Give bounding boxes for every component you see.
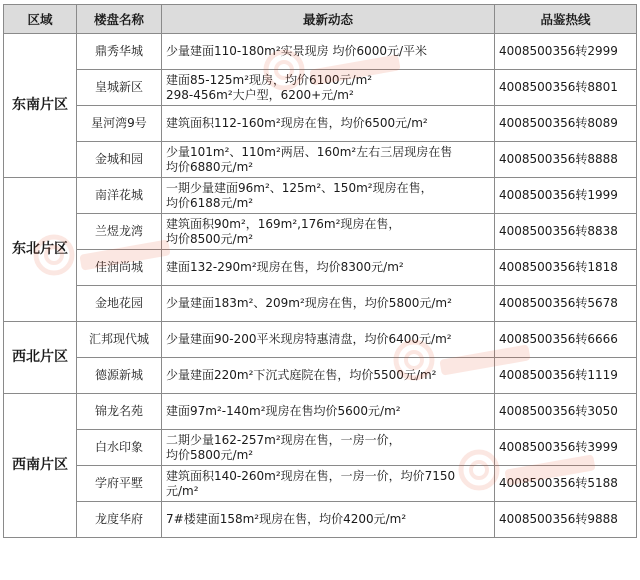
table-row [4,250,637,286]
table-row [4,430,637,466]
hotline: 4008500356转1999 [495,178,637,214]
news-line: 少量建面90-200平米现房特惠清盘，均价6400元/m² [166,332,452,346]
news-cell [162,430,495,466]
table-row [4,358,637,394]
property-table [3,4,637,538]
table-row [4,214,637,250]
news-cell [162,178,495,214]
hotline: 4008500356转3050 [495,394,637,430]
news-line: 建面97m²-140m²现房在售均价5600元/m² [166,404,401,418]
table-row [4,466,637,502]
property-name: 学府平墅 [77,466,162,502]
table-row [4,70,637,106]
table-row [4,34,637,70]
header-hotline: 品鉴热线 [495,5,637,34]
hotline: 4008500356转8089 [495,106,637,142]
table-row [4,322,637,358]
property-name: 星河湾9号 [77,106,162,142]
property-name: 佳润尚城 [77,250,162,286]
news-line: 均价6188元/m² [166,195,254,210]
news-line: 298-456m²大户型，6200+元/m² [166,87,354,102]
news-line: 少量建面110-180m²实景现房 均价6000元/平米 [166,44,428,58]
news-cell [162,214,495,250]
hotline: 4008500356转9888 [495,502,637,538]
region-cell: 东南片区 [4,34,77,178]
property-name: 汇邦现代城 [77,322,162,358]
news-line: 元/m² [166,483,199,498]
news-cell [162,286,495,322]
hotline: 4008500356转1119 [495,358,637,394]
hotline: 4008500356转8801 [495,70,637,106]
property-name: 金城和园 [77,142,162,178]
table-row [4,106,637,142]
property-name: 德源新城 [77,358,162,394]
news-cell [162,70,495,106]
table-row [4,502,637,538]
news-cell [162,106,495,142]
property-name: 兰煜龙湾 [77,214,162,250]
header-row [4,5,637,34]
news-cell [162,34,495,70]
news-line: 建面132-290m²现房在售，均价8300元/m² [166,260,404,274]
news-line: 均价6880元/m² [166,159,254,174]
property-name: 白水印象 [77,430,162,466]
news-line: 一期少量建面96m²、125m²、150m²现房在售， [166,180,433,195]
table-row [4,178,637,214]
hotline: 4008500356转6666 [495,322,637,358]
region-cell: 西北片区 [4,322,77,394]
hotline: 4008500356转8838 [495,214,637,250]
hotline: 4008500356转8888 [495,142,637,178]
property-name: 金地花园 [77,286,162,322]
news-cell [162,502,495,538]
header-property-name: 楼盘名称 [77,5,162,34]
region-cell: 东北片区 [4,178,77,322]
hotline: 4008500356转5678 [495,286,637,322]
header-region: 区域 [4,5,77,34]
news-line: 少量建面220m²下沉式庭院在售，均价5500元/m² [166,368,437,382]
news-line: 少量101m²、110m²两居、160m²左右三居现房在售 [166,144,453,159]
table-body [4,34,637,538]
table-row [4,286,637,322]
news-cell [162,394,495,430]
property-name: 龙度华府 [77,502,162,538]
news-line: 少量建面183m²、209m²现房在售，均价5800元/m² [166,296,452,310]
hotline: 4008500356转3999 [495,430,637,466]
hotline: 4008500356转1818 [495,250,637,286]
property-name: 南洋花城 [77,178,162,214]
news-cell [162,142,495,178]
news-line: 二期少量162-257m²现房在售，一房一价， [166,432,401,447]
hotline: 4008500356转5188 [495,466,637,502]
news-cell [162,250,495,286]
news-cell [162,358,495,394]
news-line: 均价5800元/m² [166,447,254,462]
header-latest-news: 最新动态 [162,5,495,34]
news-line: 7#楼建面158m²现房在售，均价4200元/m² [166,512,407,526]
table-row [4,142,637,178]
property-name: 皇城新区 [77,70,162,106]
region-cell: 西南片区 [4,394,77,538]
property-name: 锦龙名苑 [77,394,162,430]
news-cell [162,322,495,358]
news-cell [162,466,495,502]
news-line: 均价8500元/m² [166,231,254,246]
news-line: 建筑面积112-160m²现房在售，均价6500元/m² [166,116,428,130]
hotline: 4008500356转2999 [495,34,637,70]
news-line: 建筑面积140-260m²现房在售，一房一价，均价7150 [166,468,456,483]
news-line: 建筑面积90m²，169m²,176m²现房在售， [166,216,401,231]
table-row [4,394,637,430]
property-name: 鼎秀华城 [77,34,162,70]
news-line: 建面85-125m²现房，均价6100元/m² [166,72,373,87]
